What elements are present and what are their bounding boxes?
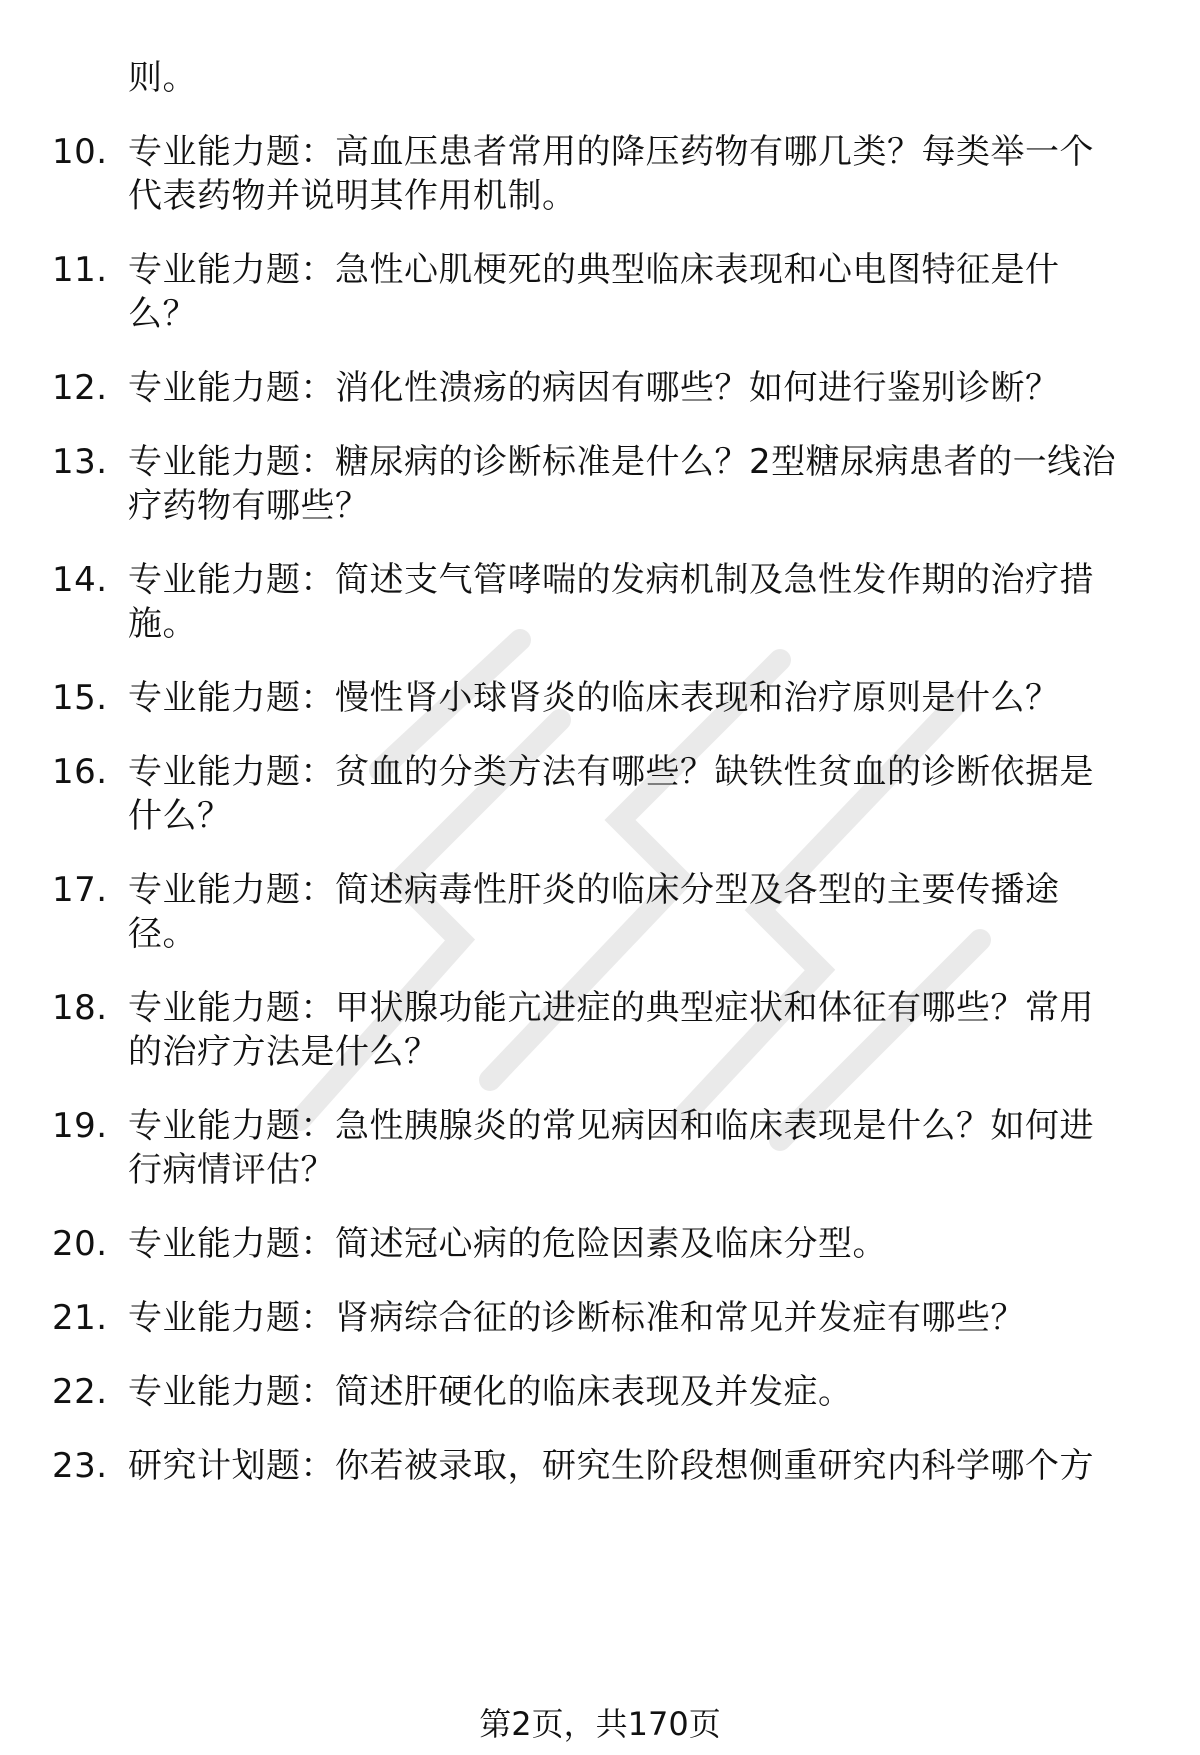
- question-line: 专业能力题：消化性溃疡的病因有哪些？如何进行鉴别诊断？: [128, 368, 1060, 408]
- item-number: 17.: [52, 870, 108, 910]
- question-line: 行病情评估？: [128, 1150, 335, 1190]
- item-number: 12.: [52, 368, 108, 408]
- item-number: 23.: [52, 1446, 108, 1486]
- question-line: 专业能力题：急性胰腺炎的常见病因和临床表现是什么？如何进: [128, 1106, 1094, 1146]
- question-line: 疗药物有哪些？: [128, 486, 370, 526]
- question-line: 什么？: [128, 796, 232, 836]
- question-line: 么？: [128, 294, 197, 334]
- question-line: 专业能力题：肾病综合征的诊断标准和常见并发症有哪些？: [128, 1298, 1025, 1338]
- item-number: 20.: [52, 1224, 108, 1264]
- question-line: 径。: [128, 914, 197, 954]
- question-line: 专业能力题：贫血的分类方法有哪些？缺铁性贫血的诊断依据是: [128, 752, 1094, 792]
- question-line: 施。: [128, 604, 197, 644]
- item-number: 13.: [52, 442, 108, 482]
- question-line: 代表药物并说明其作用机制。: [128, 176, 577, 216]
- question-line: 专业能力题：高血压患者常用的降压药物有哪几类？每类举一个: [128, 132, 1094, 172]
- question-line: 专业能力题：甲状腺功能亢进症的典型症状和体征有哪些？常用: [128, 988, 1094, 1028]
- item-number: 22.: [52, 1372, 108, 1412]
- item-number: 19.: [52, 1106, 108, 1146]
- page-footer: 第2页，共170页: [479, 1705, 721, 1743]
- item-number: 21.: [52, 1298, 108, 1338]
- question-line: 专业能力题：简述病毒性肝炎的临床分型及各型的主要传播途: [128, 870, 1060, 910]
- item-number: 11.: [52, 250, 108, 290]
- question-line: 专业能力题：急性心肌梗死的典型临床表现和心电图特征是什: [128, 250, 1060, 290]
- question-line: 专业能力题：慢性肾小球肾炎的临床表现和治疗原则是什么？: [128, 678, 1060, 718]
- question-line: 的治疗方法是什么？: [128, 1032, 439, 1072]
- question-line: 专业能力题：简述支气管哮喘的发病机制及急性发作期的治疗措: [128, 560, 1094, 600]
- item-number: 15.: [52, 678, 108, 718]
- item-number: 16.: [52, 752, 108, 792]
- continued-text: 则。: [128, 58, 197, 98]
- question-line: 专业能力题：简述冠心病的危险因素及临床分型。: [128, 1224, 887, 1264]
- item-number: 14.: [52, 560, 108, 600]
- question-line: 专业能力题：糖尿病的诊断标准是什么？2型糖尿病患者的一线治: [128, 442, 1117, 482]
- question-line: 研究计划题：你若被录取，研究生阶段想侧重研究内科学哪个方: [128, 1446, 1094, 1486]
- item-number: 18.: [52, 988, 108, 1028]
- question-line: 专业能力题：简述肝硬化的临床表现及并发症。: [128, 1372, 853, 1412]
- item-number: 10.: [52, 132, 108, 172]
